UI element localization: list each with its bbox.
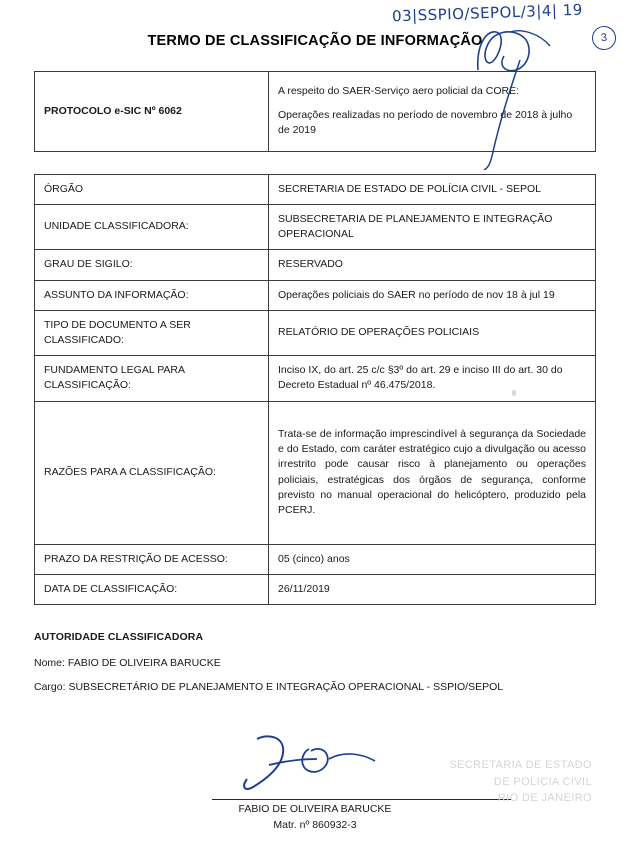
handwritten-protocol-annotation: 03|SSPIO/SEPOL/3|4| 19 <box>391 0 584 26</box>
table-row <box>35 204 596 249</box>
row-label-sigilo: GRAU DE SIGILO: <box>35 250 269 280</box>
authority-name-value: FABIO DE OLIVEIRA BARUCKE <box>67 657 221 670</box>
row-label-assunto: ASSUNTO DA INFORMAÇÃO: <box>35 280 269 310</box>
authority-name-label: Nome: <box>34 657 65 670</box>
row-label-tipo-documento: TIPO DE DOCUMENTO A SER CLASSIFICADO: <box>35 310 269 355</box>
protocol-subject <box>269 72 596 152</box>
table-row <box>35 250 596 280</box>
handwritten-stroke-icon <box>480 60 540 170</box>
table-row <box>35 401 596 544</box>
table-row <box>35 280 596 310</box>
row-label-prazo: PRAZO DA RESTRIÇÃO DE ACESSO: <box>35 544 269 574</box>
row-value-orgao: SECRETARIA DE ESTADO DE POLÍCIA CIVIL - SEPOL <box>269 174 596 204</box>
row-label-fundamento: FUNDAMENTO LEGAL PARA CLASSIFICAÇÃO: <box>35 356 269 401</box>
classification-table <box>34 174 596 605</box>
row-value-data: 26/11/2019 <box>269 574 596 604</box>
protocol-label: PROTOCOLO e-SIC Nº 6062 <box>35 72 269 152</box>
table-row <box>35 574 596 604</box>
watermark-line3: RIO DE JANEIRO <box>497 792 592 804</box>
page-speck <box>512 390 516 396</box>
authority-heading: AUTORIDADE CLASSIFICADORA <box>34 631 204 644</box>
row-value-sigilo: RESERVADO <box>269 250 596 280</box>
protocol-subject-line2: Operações realizadas no período de novembro de 2018 à julho de 2019 <box>278 109 573 137</box>
handwritten-signature-icon <box>239 731 379 809</box>
row-label-data: DATA DE CLASSIFICAÇÃO: <box>35 574 269 604</box>
watermark-line2: DE POLICIA CIVIL <box>493 775 592 788</box>
authority-role-value: SUBSECRETÁRIO DE PLANEJAMENTO E INTEGRAÇÃO OPERACIONAL - SSPIO/SEPOL <box>68 681 504 694</box>
signature-area <box>34 737 596 833</box>
protocol-subject-line1: A respeito do SAER-Serviço aero policial da CORE: <box>278 85 520 97</box>
authority-role-label: Cargo: <box>34 681 66 694</box>
row-value-assunto: Operações policiais do SAER no período de nov 18 à jul 19 <box>269 280 596 310</box>
page-title: TERMO DE CLASSIFICAÇÃO DE INFORMAÇÃO <box>147 33 483 49</box>
handwritten-circled-number: 3 <box>591 25 617 51</box>
authority-role-line <box>34 681 596 693</box>
row-value-razoes: Trata-se de informação imprescindível à segurança da Sociedade e do Estado, com caráter estratégico cujo a divulgação ou acesso irrestrito pode causar risco à planejamento ou operações policiais, estratégicas dos órgãos de segurança, conforme previsto no manual operacional do helicóptero, produzido pela PCERJ. <box>269 401 596 544</box>
row-label-unidade: UNIDADE CLASSIFICADORA: <box>35 204 269 249</box>
signature-rule <box>212 799 512 800</box>
row-value-unidade: SUBSECRETARIA DE PLANEJAMENTO E INTEGRAÇÃO OPERACIONAL <box>269 204 596 249</box>
table-row <box>35 310 596 355</box>
signature-name: FABIO DE OLIVEIRA BARUCKE <box>238 803 392 816</box>
row-label-orgao: ÓRGÃO <box>35 174 269 204</box>
row-value-prazo: 05 (cinco) anos <box>269 544 596 574</box>
authority-name-line <box>34 657 596 669</box>
watermark-line1: SECRETARIA DE ESTADO <box>449 759 592 771</box>
row-value-fundamento: Inciso IX, do art. 25 c/c §3º do art. 29 e inciso III do art. 30 do Decreto Estadual nº 46.475/2018. <box>269 356 596 401</box>
authority-block <box>34 631 596 693</box>
signature-registration: Matr. nº 860932-3 <box>273 819 357 832</box>
row-value-tipo-documento: RELATÓRIO DE OPERAÇÕES POLICIAIS <box>269 310 596 355</box>
table-row <box>35 174 596 204</box>
row-label-razoes: RAZÕES PARA A CLASSIFICAÇÃO: <box>35 401 269 544</box>
table-row <box>35 544 596 574</box>
